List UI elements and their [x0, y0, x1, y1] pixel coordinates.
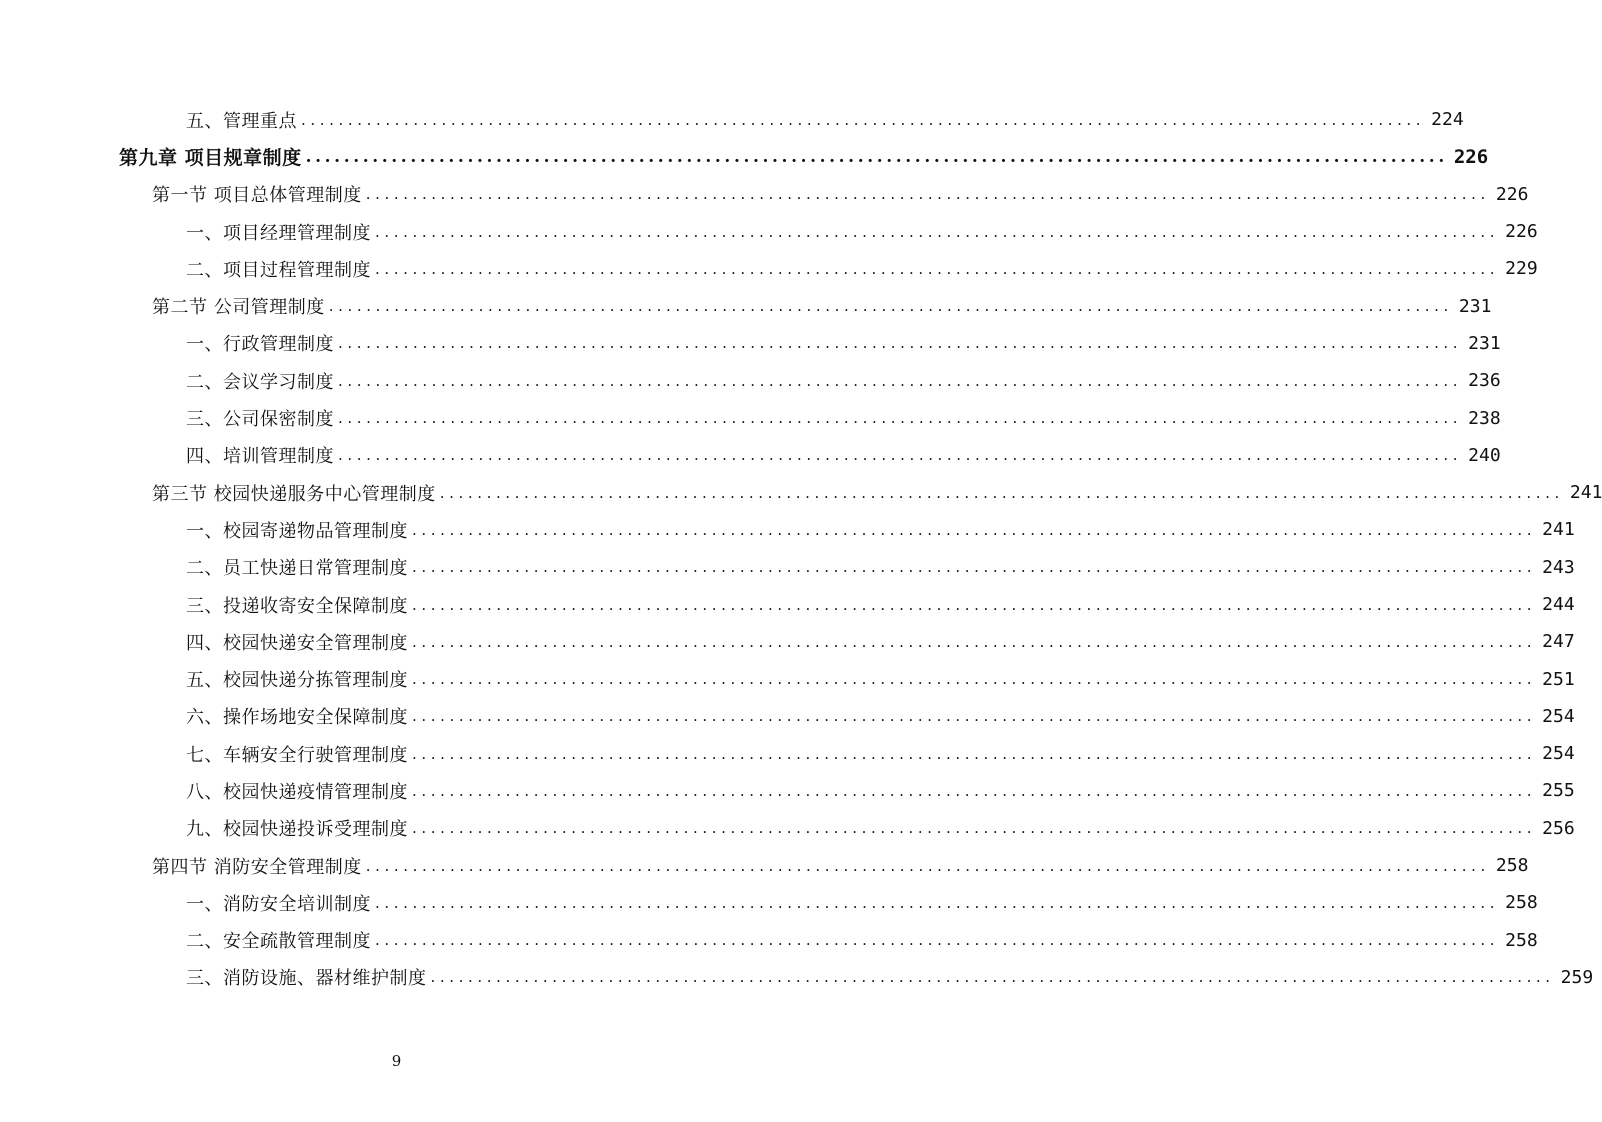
toc-entry[interactable]: [0, 511, 1575, 548]
toc-dot-leader: ........................................................................................................................: [365, 856, 1490, 875]
toc-entry[interactable]: [0, 213, 1538, 250]
toc-entry[interactable]: [0, 474, 1602, 511]
toc-dot-leader: ........................................................................................................................: [430, 968, 1555, 987]
toc-dot-leader: ........................................................................................................................: [375, 259, 1500, 278]
toc-entry-page: 258: [1505, 892, 1538, 914]
page-number: 9: [391, 1052, 402, 1070]
toc-entry-page: 256: [1542, 817, 1575, 839]
toc-entry-title: 九、校园快递投诉受理制度: [186, 819, 408, 841]
toc-dot-leader: ........................................................................................................................: [375, 893, 1500, 912]
toc-entry-title: 二、员工快递日常管理制度: [186, 558, 408, 580]
toc-dot-leader: ........................................................................................................................: [412, 632, 1537, 651]
toc-entry[interactable]: [0, 287, 1492, 324]
toc-entry[interactable]: [0, 623, 1575, 660]
toc-entry-title: 八、校园快递疫情管理制度: [186, 781, 408, 803]
toc-dot-leader: ........................................................................................................................: [338, 371, 1463, 390]
toc-entry-title: 三、公司保密制度: [186, 409, 334, 431]
toc-entry[interactable]: [0, 325, 1501, 362]
toc-entry-title: 第一节 项目总体管理制度: [152, 185, 362, 207]
toc-entry-title: 二、会议学习制度: [186, 371, 334, 393]
toc-entry[interactable]: [0, 250, 1538, 287]
toc-dot-leader: ........................................................................................................................: [412, 819, 1537, 838]
toc-entry-page: 247: [1542, 631, 1575, 653]
toc-entry-page: 254: [1542, 705, 1575, 727]
toc-entry-page: 258: [1495, 855, 1529, 877]
toc-entry-page: 254: [1542, 743, 1575, 765]
toc-entry-title: 五、管理重点: [186, 110, 297, 132]
toc-entry[interactable]: [0, 660, 1575, 697]
toc-entry[interactable]: [0, 735, 1575, 772]
toc-entry-title: 一、消防安全培训制度: [186, 893, 371, 915]
toc-dot-leader: ........................................................................................................................: [328, 297, 1453, 316]
toc-dot-leader: ........................................................................................................................: [338, 409, 1463, 428]
toc-dot-leader: ........................................................................................................................: [375, 931, 1500, 950]
toc-dot-leader: ........................................................................................................................: [412, 520, 1537, 539]
toc-entry-title: 七、车辆安全行驶管理制度: [186, 744, 408, 766]
toc-dot-leader: ........................................................................................................................: [412, 670, 1537, 689]
toc-entry-title: 三、消防设施、器材维护制度: [186, 968, 427, 990]
toc-dot-leader: ........................................................................................................................: [412, 781, 1537, 800]
toc-entry-title: 六、操作场地安全保障制度: [186, 707, 408, 729]
toc-entry[interactable]: [0, 772, 1575, 809]
toc-entry-title: 一、项目经理管理制度: [186, 222, 371, 244]
toc-entry[interactable]: [0, 176, 1529, 213]
toc-dot-leader: ........................................................................................................................: [338, 334, 1463, 353]
toc-entry[interactable]: [0, 698, 1575, 735]
toc-entry[interactable]: [0, 884, 1538, 921]
toc-entry-title: 第九章 项目规章制度: [119, 147, 302, 170]
toc-entry[interactable]: [0, 586, 1575, 623]
toc-entry[interactable]: [0, 362, 1501, 399]
toc-entry-title: 一、校园寄递物品管理制度: [186, 520, 408, 542]
toc-entry-title: 第三节 校园快递服务中心管理制度: [152, 483, 436, 505]
toc-entry-page: 244: [1542, 594, 1575, 615]
toc-entry-page: 226: [1495, 183, 1529, 205]
toc-dot-leader: ........................................................................................................................: [412, 744, 1537, 763]
toc-entry-page: 226: [1453, 145, 1489, 168]
toc-entry-page: 231: [1458, 295, 1492, 317]
toc-entry-title: 一、行政管理制度: [186, 334, 334, 356]
toc-dot-leader: ........................................................................................................................: [439, 483, 1564, 502]
toc-entry[interactable]: [0, 549, 1575, 586]
toc-entry-page: 226: [1505, 221, 1538, 243]
toc-dot-leader: ........................................................................................................................: [365, 185, 1490, 204]
toc-entry[interactable]: [0, 399, 1501, 436]
toc-dot-leader: ........................................................................................................................: [305, 146, 1448, 167]
toc-entry-title: 二、安全疏散管理制度: [186, 931, 371, 953]
toc-entry-page: 236: [1468, 370, 1501, 392]
toc-entry-page: 231: [1468, 332, 1501, 354]
toc-entry[interactable]: [0, 959, 1594, 996]
toc-entry-page: 241: [1542, 519, 1575, 541]
toc-dot-leader: ........................................................................................................................: [412, 707, 1537, 726]
toc-entry-title: 四、校园快递安全管理制度: [186, 632, 408, 654]
toc-entry[interactable]: [0, 922, 1538, 959]
toc-entry-page: 241: [1569, 482, 1602, 504]
toc-entry-page: 243: [1542, 556, 1575, 578]
toc-entry-title: 四、培训管理制度: [186, 446, 334, 468]
toc-dot-leader: ........................................................................................................................: [301, 110, 1426, 129]
toc-entry-page: 255: [1542, 780, 1575, 802]
toc-entry-title: 三、投递收寄安全保障制度: [186, 595, 408, 617]
toc-entry-page: 224: [1431, 109, 1464, 131]
toc-entry[interactable]: [0, 810, 1575, 847]
toc-entry-title: 第四节 消防安全管理制度: [152, 856, 362, 878]
toc-entry[interactable]: [0, 138, 1489, 175]
toc-dot-leader: ........................................................................................................................: [412, 558, 1537, 577]
toc-dot-leader: ........................................................................................................................: [412, 595, 1537, 614]
table-of-contents: [0, 101, 1602, 996]
toc-entry-page: 238: [1468, 407, 1501, 429]
toc-entry-page: 259: [1560, 966, 1594, 988]
toc-entry-title: 五、校园快递分拣管理制度: [186, 670, 408, 692]
toc-entry-page: 258: [1505, 929, 1538, 951]
toc-dot-leader: ........................................................................................................................: [338, 446, 1463, 465]
toc-entry-title: 第二节 公司管理制度: [152, 297, 325, 319]
toc-entry[interactable]: [0, 437, 1501, 474]
toc-entry-page: 229: [1505, 258, 1538, 280]
toc-entry[interactable]: [0, 101, 1464, 138]
toc-entry-page: 251: [1542, 668, 1575, 690]
toc-dot-leader: ........................................................................................................................: [375, 222, 1500, 241]
toc-entry-title: 二、项目过程管理制度: [186, 259, 371, 281]
toc-entry[interactable]: [0, 847, 1529, 884]
toc-entry-page: 240: [1468, 444, 1501, 466]
